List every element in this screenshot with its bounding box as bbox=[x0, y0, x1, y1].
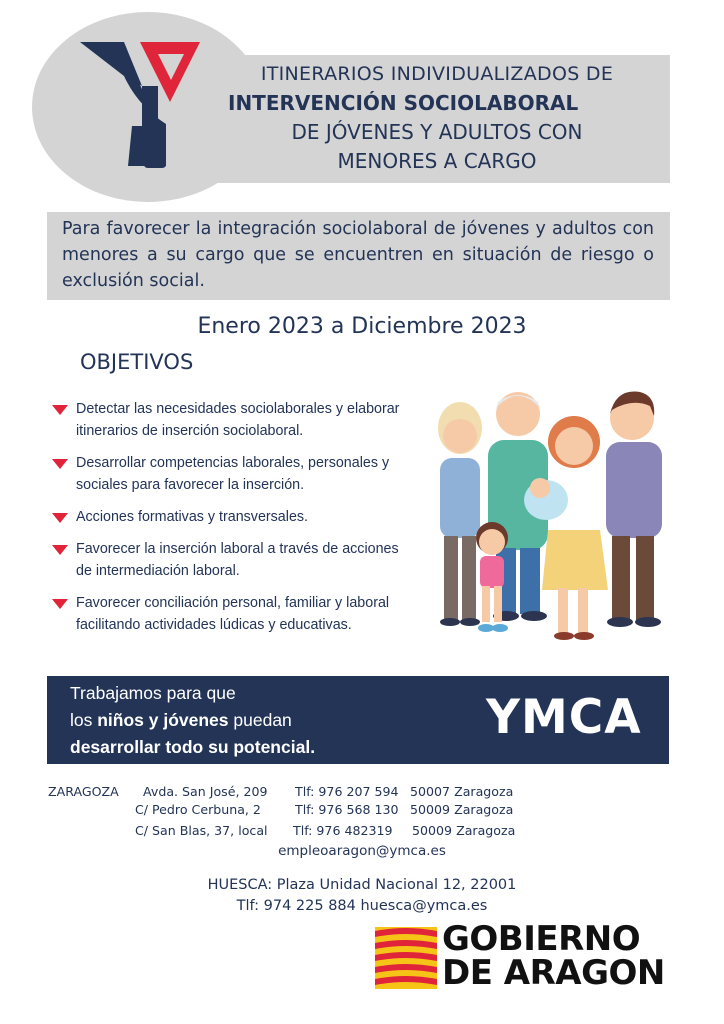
address-city: ZARAGOZA bbox=[48, 784, 119, 799]
objective-text: Detectar las necesidades sociolaborales y elaborar itinerarios de inserción sociolaboral. bbox=[76, 401, 400, 439]
address-street: C/ San Blas, 37, local bbox=[135, 823, 268, 838]
objective-text: Favorecer la inserción laboral a través de acciones de intermediación laboral. bbox=[76, 541, 399, 579]
huesca-contact: Tlf: 974 225 884 huesca@ymca.es bbox=[236, 898, 488, 914]
objectives-list bbox=[52, 398, 412, 646]
header-title bbox=[222, 60, 652, 176]
address-phone: Tlf: 976 207 594 bbox=[295, 784, 399, 799]
mission-line-1: Trabajamos para que bbox=[70, 683, 236, 703]
aragon-flag-icon bbox=[375, 927, 437, 989]
huesca-address: HUESCA: Plaza Unidad Nacional 12, 22001 bbox=[207, 877, 517, 893]
address-zip: 50009 Zaragoza bbox=[412, 823, 516, 838]
objectives-title: OBJETIVOS bbox=[80, 350, 194, 374]
red-triangle-bullet-icon bbox=[52, 459, 68, 469]
address-zip: 50009 Zaragoza bbox=[410, 802, 514, 817]
objective-item bbox=[52, 398, 412, 442]
mission-line-3-bold: desarrollar todo su potencial. bbox=[70, 737, 316, 757]
red-triangle-bullet-icon bbox=[52, 599, 68, 609]
address-street: Avda. San José, 209 bbox=[143, 784, 268, 799]
address-phone: Tlf: 976 482319 bbox=[293, 823, 393, 838]
mission-line-2-post: puedan bbox=[228, 710, 292, 730]
intro-text: Para favorecer la integración sociolaboral de jóvenes y adultos con menores a su cargo que se encuentren en situación de riesgo o exclusión social. bbox=[62, 219, 654, 291]
grandmother-figure bbox=[438, 402, 482, 626]
mission-text bbox=[70, 680, 370, 761]
title-line-3: DE JÓVENES Y ADULTOS CON bbox=[291, 120, 583, 144]
email-link[interactable]: empleoaragon@ymca.es bbox=[278, 843, 446, 859]
mission-line-3 bbox=[70, 734, 370, 761]
objective-item bbox=[52, 452, 412, 496]
ymca-y-logo-icon bbox=[78, 36, 208, 176]
objective-item bbox=[52, 506, 412, 528]
objective-text: Desarrollar competencias laborales, personales y sociales para favorecer la inserción. bbox=[76, 455, 390, 493]
gobierno-line-1: GOBIERNO bbox=[442, 919, 641, 959]
title-line-2: INTERVENCIÓN SOCIOLABORAL bbox=[228, 91, 579, 115]
family-illustration bbox=[426, 380, 672, 642]
red-triangle-bullet-icon bbox=[52, 513, 68, 523]
father-figure bbox=[606, 391, 662, 627]
mission-line-2-pre: los bbox=[70, 710, 98, 730]
objective-text: Acciones formativas y transversales. bbox=[76, 509, 309, 525]
mother-figure bbox=[542, 416, 608, 640]
title-line-4: MENORES A CARGO bbox=[337, 149, 537, 173]
ymca-wordmark-logo: YMCA bbox=[486, 690, 642, 745]
title-line-1: ITINERARIOS INDIVIDUALIZADOS DE bbox=[260, 63, 614, 85]
objective-item bbox=[52, 538, 412, 582]
gobierno-aragon-logo bbox=[442, 919, 665, 993]
red-triangle-bullet-icon bbox=[52, 405, 68, 415]
address-phone: Tlf: 976 568 130 bbox=[295, 802, 399, 817]
address-street: C/ Pedro Cerbuna, 2 bbox=[135, 802, 261, 817]
address-zip: 50007 Zaragoza bbox=[410, 784, 514, 799]
mission-line-2-bold: niños y jóvenes bbox=[97, 710, 229, 730]
red-triangle-bullet-icon bbox=[52, 545, 68, 555]
program-period: Enero 2023 a Diciembre 2023 bbox=[197, 314, 527, 339]
gobierno-line-2: DE ARAGON bbox=[442, 953, 665, 993]
objective-item bbox=[52, 592, 412, 636]
objective-text: Favorecer conciliación personal, familiar y laboral facilitando actividades lúdicas y educativas. bbox=[76, 595, 390, 633]
mission-line-2 bbox=[70, 707, 370, 734]
